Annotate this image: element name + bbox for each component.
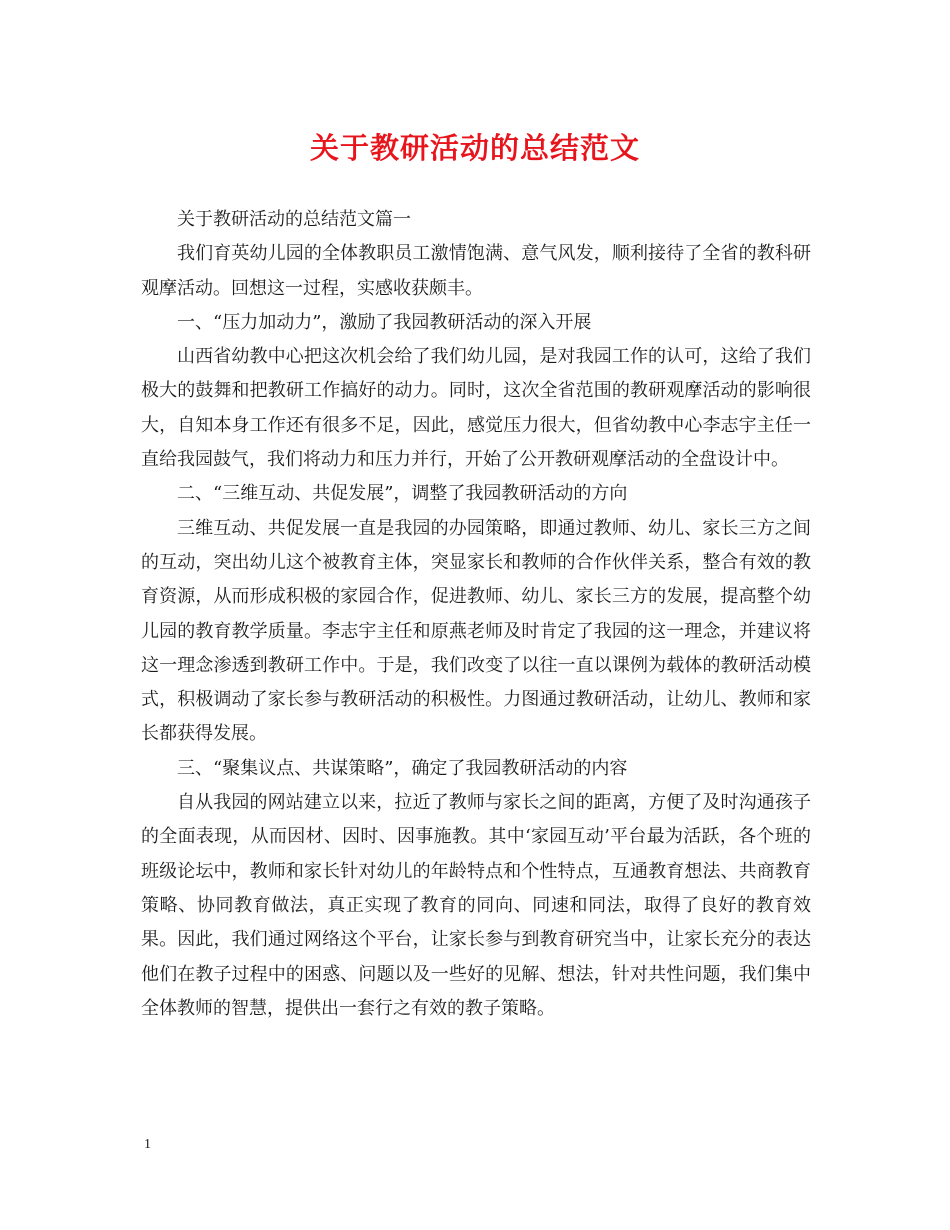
section-heading-article: 关于教研活动的总结范文篇一 — [177, 209, 411, 230]
document-title: 关于教研活动的总结范文 — [309, 131, 640, 165]
section-3-paragraph: 自从我园的网站建立以来，拉近了教师与家长之间的距离，方便了及时沟通孩子的全面表现，从而因材、因时、因事施教。其中‘家园互动’平台最为活跃，各个班的班级论坛中，教师和家长针对幼儿的年龄特点和个性特点，互通教育想法、共商教育策略、协同教育做法，真正实现了教育的同向、同速和同法，取得了良好的教育效果。因此，我们通过网络这个平台，让家长参与到教育研究当中，让家长充分的表达他们在教子过程中的困惑、问题以及一些好的见解、想法，针对共性问题，我们集中全体教师的智慧，提供出一套行之有效的教子策略。 — [141, 792, 811, 1019]
document-body — [141, 203, 811, 1026]
section-heading-3: 三、“聚集议点、共谋策略”，确定了我园教研活动的内容 — [177, 757, 628, 779]
section-heading-1: 一、“压力加动力”，激励了我园教研活动的深入开展 — [177, 311, 592, 333]
page-number: 1 — [144, 1137, 151, 1152]
section-2-paragraph: 三维互动、共促发展一直是我园的办园策略，即通过教师、幼儿、家长三方之间的互动，突出幼儿这个被教育主体，突显家长和教师的合作伙伴关系，整合有效的教育资源，从而形成积极的家园合作，促进教师、幼儿、家长三方的发展，提高整个幼儿园的教育教学质量。李志宇主任和原燕老师及时肯定了我园的这一理念，并建议将这一理念渗透到教研工作中。于是，我们改变了以往一直以课例为载体的教研活动模式，积极调动了家长参与教研活动的积极性。力图通过教研活动，让幼儿、教师和家长都获得发展。 — [141, 517, 811, 745]
intro-paragraph: 我们育英幼儿园的全体教职员工激情饱满、意气风发，顺利接待了全省的教科研观摩活动。回想这一过程，实感收获颇丰。 — [141, 243, 811, 299]
section-heading-2: 二、“三维互动、共促发展”，调整了我园教研活动的方向 — [177, 483, 628, 505]
section-1-paragraph: 山西省幼教中心把这次机会给了我们幼儿园，是对我园工作的认可，这给了我们极大的鼓舞和把教研工作搞好的动力。同时，这次全省范围的教研观摩活动的影响很大，自知本身工作还有很多不足，因此，感觉压力很大，但省幼教中心李志宇主任一直给我园鼓气，我们将动力和压力并行，开始了公开教研观摩活动的全盘设计中。 — [141, 346, 811, 471]
